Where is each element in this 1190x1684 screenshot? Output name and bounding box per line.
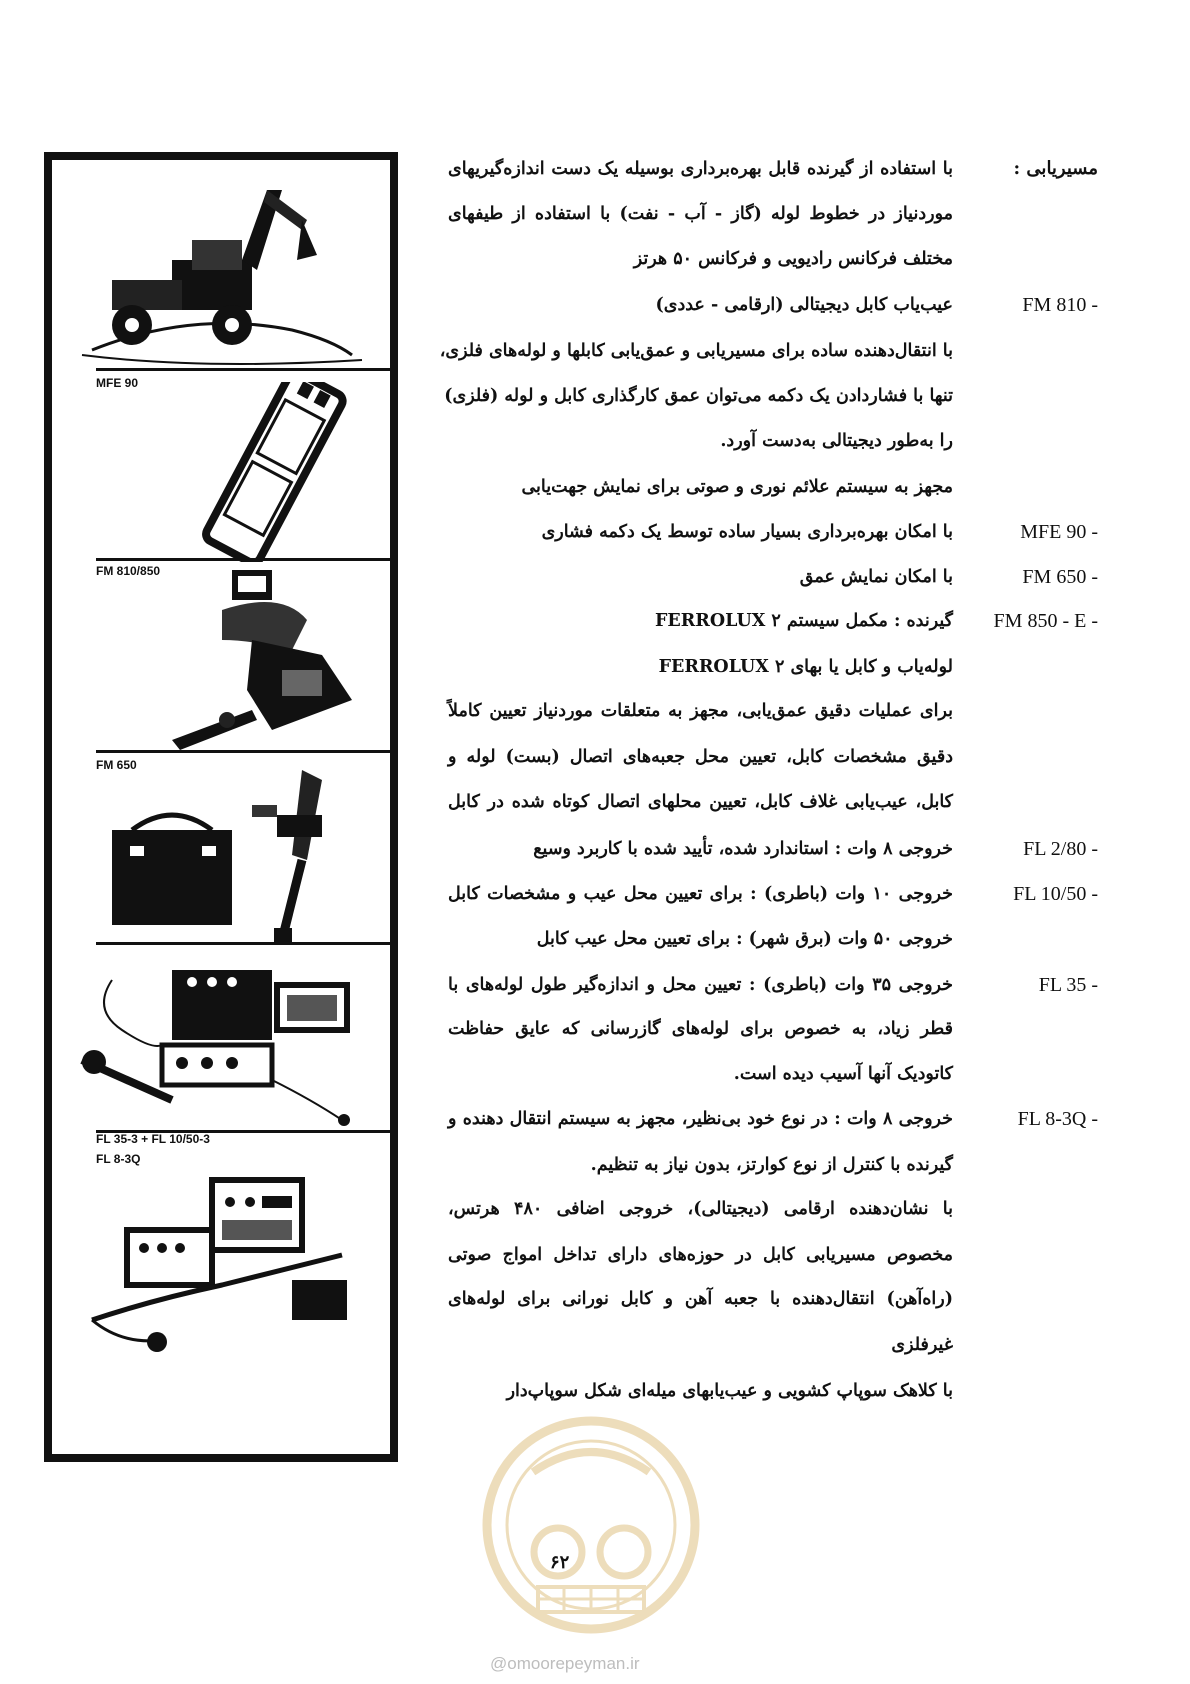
text-line [448, 871, 1098, 917]
excavator-panel [52, 160, 390, 382]
seal-watermark-icon [478, 1412, 704, 1638]
item-text: غیرفلزی [891, 1335, 953, 1355]
text-line [448, 1006, 1098, 1052]
item-code: FL 8-3Q - [1017, 1108, 1098, 1130]
item-code: FM 650 - [1022, 566, 1098, 588]
test-set-panel [52, 950, 390, 1128]
page-number: ۶۲ [550, 1552, 570, 1573]
cable-locator-icon [52, 382, 390, 562]
battery-transmitter-panel [52, 760, 390, 946]
text-line [448, 1096, 1098, 1142]
panel-divider [96, 942, 390, 945]
caption-mfe90: MFE 90 [96, 376, 139, 390]
handheld-locator-panel [52, 570, 390, 755]
fault-locator-panel [52, 1170, 390, 1454]
text-line [448, 1186, 1098, 1232]
item-text: با امکان نمایش عمق [799, 567, 953, 587]
item-code: FL 10/50 - [1013, 883, 1098, 905]
item-text: با انتقال‌دهنده ساده برای مسیریابی و عمق‌یابی کابلها و لوله‌های فلزی، [439, 341, 953, 361]
text-line [448, 916, 1098, 962]
excavator-icon [52, 160, 390, 382]
text-line [448, 464, 1098, 510]
text-line [448, 1368, 1098, 1414]
item-code: FL 2/80 - [1023, 838, 1098, 860]
test-set-icon [52, 950, 390, 1128]
item-text: خروجی ۸ وات : استاندارد شده، تأیید شده با کاربرد وسیع [533, 839, 953, 859]
text-line [448, 191, 1098, 237]
item-text: (راه‌آهن) انتقال‌دهنده با جعبه آهن و کابل نورانی برای لوله‌های [448, 1289, 953, 1309]
item-text: کابل، عیب‌یابی غلاف کابل، تعیین محلهای اتصال کوتاه شده در کابل [448, 792, 953, 812]
item-code: مسیریابی : [1013, 158, 1098, 179]
item-text: با امکان بهره‌برداری بسیار ساده توسط یک دکمه فشاری [541, 522, 953, 542]
item-text: خروجی ۱۰ وات (باطری) : برای تعیین محل عیب و مشخصات کابل [448, 884, 953, 904]
text-line [448, 826, 1098, 872]
text-line [448, 1142, 1098, 1188]
item-text: موردنیاز در خطوط لوله (گاز - آب - نفت) با استفاده از طیفهای [448, 204, 953, 224]
cable-locator-panel [52, 382, 390, 562]
item-text: خروجی ۸ وات : در نوع خود بی‌نظیر، مجهز به سیستم انتقال دهنده و [448, 1109, 953, 1129]
site-url: @omoorepeyman.ir [490, 1654, 640, 1673]
item-text: عیب‌یاب کابل دیجیتالی (ارقامی - عددی) [655, 295, 953, 315]
text-line [448, 509, 1098, 555]
text-line [448, 146, 1098, 192]
item-code: FM 810 - [1022, 294, 1098, 316]
fault-locator-icon [52, 1170, 390, 1454]
text-line [448, 1322, 1098, 1368]
text-line [448, 236, 1098, 282]
text-line [448, 1276, 1098, 1322]
text-line [444, 373, 1098, 419]
item-text: برای عملیات دقیق عمق‌یابی، مجهز به متعلقات موردنیاز تعیین کاملاً [448, 701, 953, 721]
item-text: خروجی ۵۰ وات (برق شهر) : برای تعیین محل عیب کابل [536, 929, 953, 949]
text-line [448, 962, 1098, 1008]
item-text: را به‌طور دیجیتالی به‌دست آورد. [720, 431, 953, 451]
item-code: MFE 90 - [1020, 521, 1098, 543]
panel-divider [96, 368, 390, 371]
item-code: FL 35 - [1038, 974, 1098, 996]
caption-fm810-850: FM 810/850 [96, 564, 161, 578]
text-line [448, 1232, 1098, 1278]
item-text: تنها با فشاردادن یک دکمه می‌توان عمق کارگذاری کابل و لوله (فلزی) [444, 386, 953, 406]
item-text: مخصوص مسیریابی کابل در حوزه‌های دارای تداخل امواج صوتی [448, 1245, 953, 1265]
text-line [448, 779, 1098, 825]
text-line [448, 644, 1098, 690]
text-line [448, 1051, 1098, 1097]
item-text: خروجی ۳۵ وات (باطری) : تعیین محل و اندازه‌گیر طول لوله‌های با [448, 975, 954, 995]
item-text: گیرنده با کنترل از نوع کوارتز، بدون نیاز به تنظیم. [590, 1155, 953, 1175]
item-text: لوله‌یاب و کابل یا بهای ۲ FERROLUX [658, 657, 953, 677]
caption-fm650: FM 650 [96, 758, 137, 772]
item-text: گیرنده : مکمل سیستم ۲ FERROLUX [655, 611, 953, 631]
text-line [448, 598, 1098, 644]
main-text-column [439, 146, 1098, 1476]
text-line [448, 688, 1098, 734]
item-text: مجهز به سیستم علائم نوری و صوتی برای نمایش جهت‌یابی [521, 477, 953, 497]
panel-divider [96, 558, 390, 561]
caption-fl8-3q: FL 8-3Q [96, 1152, 141, 1166]
item-code: FM 850 - E - [993, 610, 1098, 632]
text-line [448, 418, 1098, 464]
item-text: با استفاده از گیرنده قابل بهره‌برداری بوسیله یک دست اندازه‌گیریهای [448, 159, 953, 179]
text-line [439, 328, 1098, 374]
battery-transmitter-icon [52, 760, 390, 946]
panel-divider [96, 750, 390, 753]
item-text: کاتودیک آنها آسیب دیده است. [733, 1064, 953, 1084]
text-line [448, 734, 1098, 780]
item-text: قطر زیاد، به خصوص برای لوله‌های گازرسانی که عایق حفاظت [448, 1019, 953, 1039]
item-text: مختلف فرکانس رادیویی و فرکانس ۵۰ هرتز [633, 249, 953, 269]
handheld-locator-icon [52, 570, 390, 755]
caption-fl35-fl1050: FL 35-3 + FL 10/50-3 [96, 1132, 210, 1146]
item-text: با کلاهک سوپاپ کشویی و عیب‌یابهای میله‌ای شکل سوپاپ‌دار [506, 1381, 953, 1401]
illustration-sidebar [44, 152, 398, 1462]
item-text: با نشان‌دهنده ارقامی (دیجیتالی)، خروجی اضافی ۴۸۰ هرتس، [448, 1199, 953, 1219]
text-line [448, 554, 1098, 600]
text-line [448, 282, 1098, 328]
item-text: دقیق مشخصات کابل، تعیین محل جعبه‌های اتصال (بست) لوله و [448, 747, 953, 767]
